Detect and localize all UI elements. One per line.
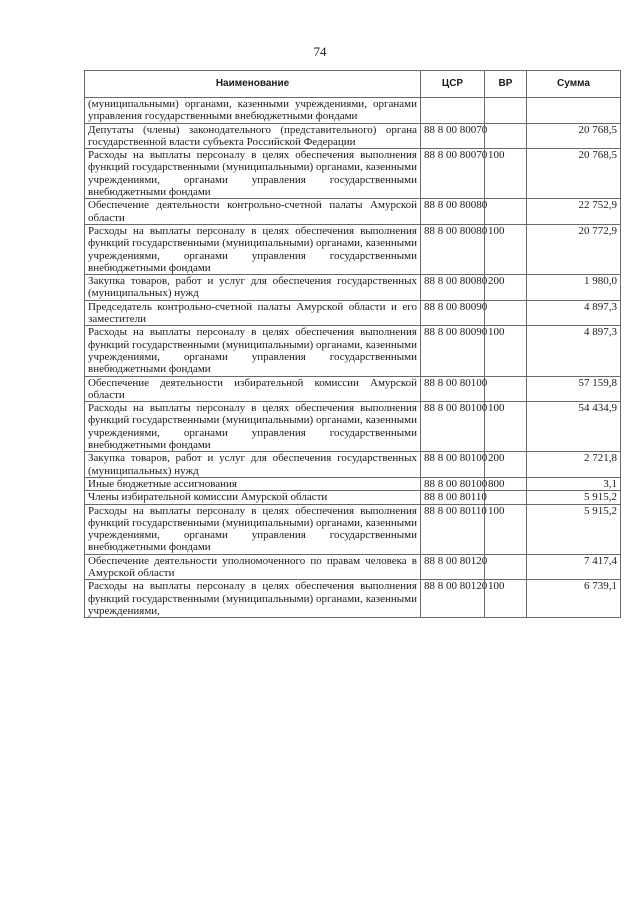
table-row <box>85 402 621 452</box>
cell-csr: 88 8 00 80100 <box>421 402 485 452</box>
page-number: 74 <box>313 44 327 59</box>
cell-vr <box>485 376 527 402</box>
cell-name: Расходы на выплаты персоналу в целях обеспечения выполнения функций государственными (муниципальными) органами, казенными учреждениями, органами управления государственными внебюджетными фондами <box>85 224 421 274</box>
cell-name: Расходы на выплаты персоналу в целях обеспечения выполнения функций государственными (муниципальными) органами, казенными учреждениями, органами управления государственными внебюджетными фондами <box>85 149 421 199</box>
cell-name: (муниципальными) органами, казенными учреждениями, органами управления государственными внебюджетными фондами <box>85 98 421 124</box>
cell-csr: 88 8 00 80110 <box>421 504 485 554</box>
cell-csr: 88 8 00 80080 <box>421 275 485 301</box>
cell-sum: 1 980,0 <box>527 275 621 301</box>
table-body <box>85 98 621 618</box>
cell-sum: 22 752,9 <box>527 199 621 225</box>
cell-sum: 5 915,2 <box>527 504 621 554</box>
cell-sum: 20 768,5 <box>527 149 621 199</box>
table-row <box>85 580 621 618</box>
table-row <box>85 504 621 554</box>
table-row <box>85 199 621 225</box>
cell-name: Депутаты (члены) законодательного (представительного) органа государственной власти субъекта Российской Федерации <box>85 123 421 149</box>
cell-vr <box>485 98 527 124</box>
cell-csr: 88 8 00 80080 <box>421 199 485 225</box>
cell-vr: 200 <box>485 452 527 478</box>
table-row <box>85 376 621 402</box>
table-row <box>85 98 621 124</box>
cell-csr: 88 8 00 80070 <box>421 123 485 149</box>
table-row <box>85 275 621 301</box>
table-row <box>85 326 621 376</box>
cell-vr <box>485 491 527 504</box>
table-row <box>85 123 621 149</box>
cell-vr <box>485 199 527 225</box>
cell-name: Расходы на выплаты персоналу в целях обеспечения выполнения функций государственными (муниципальными) органами, казенными учреждениями, органами управления государственными внебюджетными фондами <box>85 402 421 452</box>
cell-vr: 100 <box>485 402 527 452</box>
table-row <box>85 149 621 199</box>
cell-csr <box>421 98 485 124</box>
cell-vr: 100 <box>485 224 527 274</box>
cell-name: Обеспечение деятельности избирательной комиссии Амурской области <box>85 376 421 402</box>
cell-sum: 20 772,9 <box>527 224 621 274</box>
cell-sum: 4 897,3 <box>527 326 621 376</box>
cell-vr: 800 <box>485 477 527 490</box>
cell-name: Расходы на выплаты персоналу в целях обеспечения выполнения функций государственными (муниципальными) органами, казенными учреждениями, <box>85 580 421 618</box>
cell-sum: 4 897,3 <box>527 300 621 326</box>
cell-csr: 88 8 00 80090 <box>421 300 485 326</box>
cell-csr: 88 8 00 80070 <box>421 149 485 199</box>
cell-csr: 88 8 00 80080 <box>421 224 485 274</box>
budget-table <box>84 70 621 618</box>
header-csr: ЦСР <box>421 71 485 98</box>
cell-sum: 20 768,5 <box>527 123 621 149</box>
cell-vr: 200 <box>485 275 527 301</box>
cell-name: Расходы на выплаты персоналу в целях обеспечения выполнения функций государственными (муниципальными) органами, казенными учреждениями, органами управления государственными внебюджетными фондами <box>85 504 421 554</box>
cell-sum: 54 434,9 <box>527 402 621 452</box>
cell-name: Закупка товаров, работ и услуг для обеспечения государственных (муниципальных) нужд <box>85 275 421 301</box>
cell-sum: 7 417,4 <box>527 554 621 580</box>
table-row <box>85 224 621 274</box>
cell-csr: 88 8 00 80100 <box>421 452 485 478</box>
header-name: Наименование <box>85 71 421 98</box>
cell-vr: 100 <box>485 504 527 554</box>
table-row <box>85 300 621 326</box>
table-row <box>85 477 621 490</box>
cell-csr: 88 8 00 80090 <box>421 326 485 376</box>
cell-csr: 88 8 00 80120 <box>421 580 485 618</box>
header-sum: Сумма <box>527 71 621 98</box>
table-row <box>85 491 621 504</box>
cell-name: Расходы на выплаты персоналу в целях обеспечения выполнения функций государственными (муниципальными) органами, казенными учреждениями, органами управления государственными внебюджетными фондами <box>85 326 421 376</box>
cell-vr: 100 <box>485 149 527 199</box>
cell-csr: 88 8 00 80100 <box>421 376 485 402</box>
cell-vr <box>485 123 527 149</box>
cell-vr <box>485 554 527 580</box>
cell-sum: 2 721,8 <box>527 452 621 478</box>
header-vr: ВР <box>485 71 527 98</box>
cell-sum: 5 915,2 <box>527 491 621 504</box>
cell-csr: 88 8 00 80110 <box>421 491 485 504</box>
cell-sum: 57 159,8 <box>527 376 621 402</box>
cell-sum: 6 739,1 <box>527 580 621 618</box>
table-row <box>85 554 621 580</box>
table-row <box>85 452 621 478</box>
cell-name: Председатель контрольно-счетной палаты Амурской области и его заместители <box>85 300 421 326</box>
cell-vr: 100 <box>485 580 527 618</box>
table-header-row <box>85 71 621 98</box>
cell-sum <box>527 98 621 124</box>
cell-vr <box>485 300 527 326</box>
cell-csr: 88 8 00 80100 <box>421 477 485 490</box>
cell-name: Иные бюджетные ассигнования <box>85 477 421 490</box>
cell-name: Обеспечение деятельности уполномоченного по правам человека в Амурской области <box>85 554 421 580</box>
cell-name: Закупка товаров, работ и услуг для обеспечения государственных (муниципальных) нужд <box>85 452 421 478</box>
cell-name: Члены избирательной комиссии Амурской области <box>85 491 421 504</box>
cell-vr: 100 <box>485 326 527 376</box>
cell-sum: 3,1 <box>527 477 621 490</box>
cell-name: Обеспечение деятельности контрольно-счетной палаты Амурской области <box>85 199 421 225</box>
cell-csr: 88 8 00 80120 <box>421 554 485 580</box>
